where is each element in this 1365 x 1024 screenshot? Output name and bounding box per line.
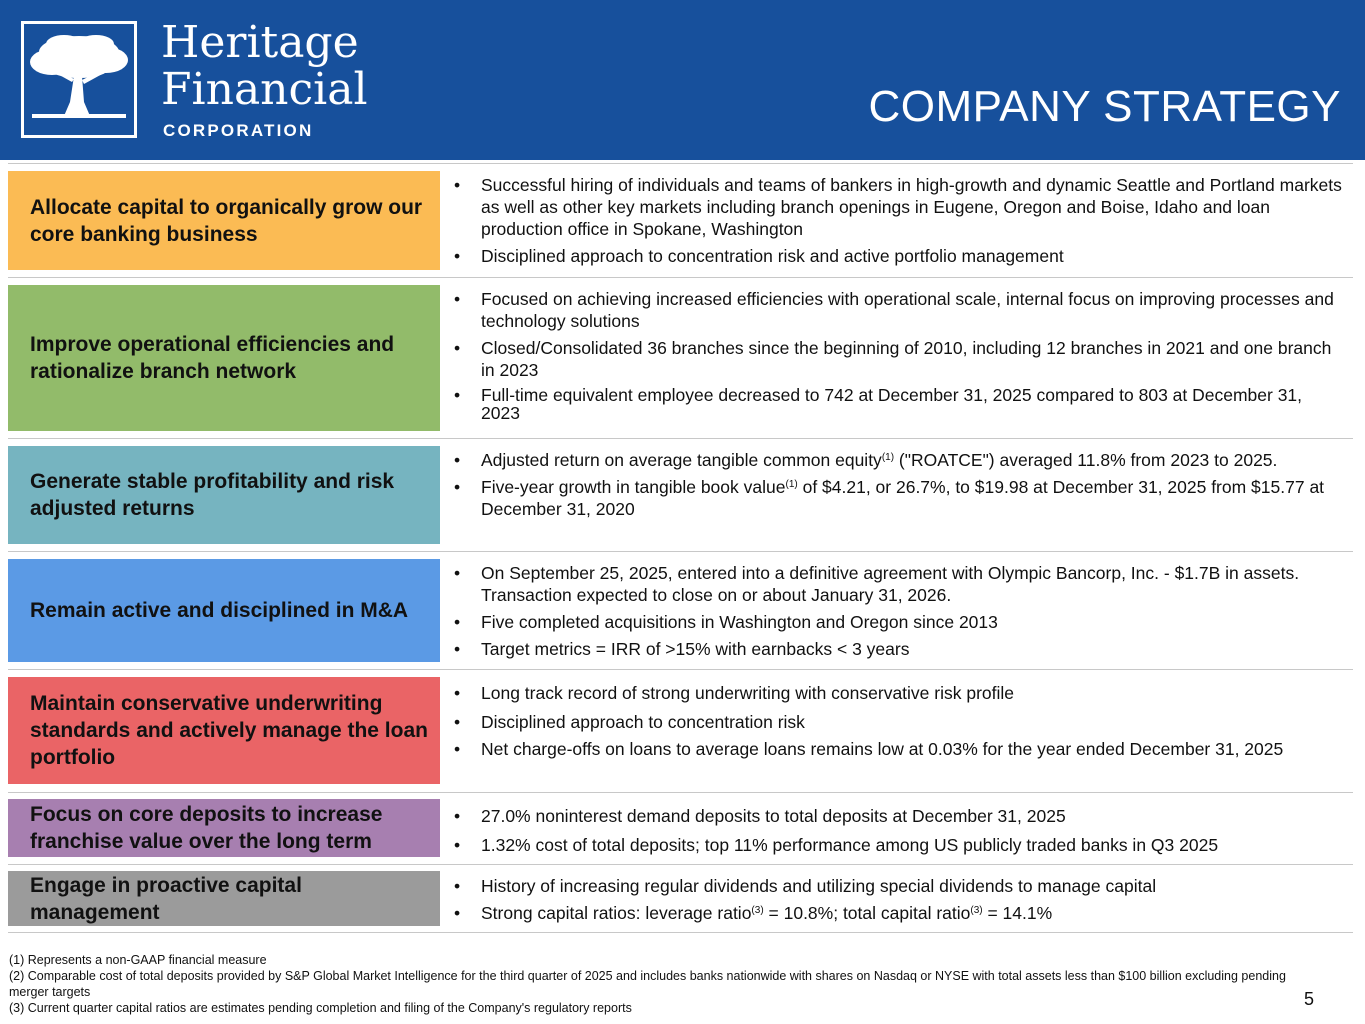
strategy-label-text: Focus on core deposits to increase franchise value over the long term	[30, 803, 383, 853]
row-divider	[8, 792, 1353, 793]
row-divider	[8, 277, 1353, 278]
logo-name-line1: Heritage	[161, 17, 359, 68]
strategy-label-text: Improve operational efficiencies and rationalize branch network	[30, 333, 395, 383]
strategy-label-profitability	[8, 446, 440, 544]
footnote-2: (2) Comparable cost of total deposits provided by S&P Global Market Intelligence for the third quarter of 2025 and includes banks nationwide with shares on Nasdaq or NYSE with total assets less than $100 billion excluding pending merger targets	[9, 969, 1286, 999]
bullet-text: Strong capital ratios: leverage ratio	[481, 903, 752, 923]
bullet-item	[454, 449, 1344, 471]
logo-corporation: CORPORATION	[163, 121, 314, 140]
tree-icon	[24, 24, 134, 135]
bullet-item: • Five completed acquisitions in Washington and Oregon since 2013	[454, 611, 1344, 633]
strategy-bullets	[454, 682, 1344, 765]
bullet-item: • Successful hiring of individuals and teams of bankers in high-growth and dynamic Seattle and Portland markets as well as other key markets including branch openings in Eugene, Oregon and Boise, Idaho and loan production office in Spokane, Washington	[454, 174, 1344, 240]
bullet-text: = 10.8%; total capital ratio	[763, 903, 971, 923]
row-divider	[8, 864, 1353, 865]
row-divider	[8, 438, 1353, 439]
row-divider	[8, 932, 1353, 933]
footnotes	[9, 952, 1299, 1016]
footnote-3: (3) Current quarter capital ratios are estimates pending completion and filing of the Company's regulatory reports	[9, 1001, 632, 1015]
strategy-bullets	[454, 875, 1344, 929]
strategy-label-capital-management	[8, 871, 440, 926]
page-number: 5	[1303, 989, 1314, 1009]
strategy-label-text: Generate stable profitability and risk adjusted returns	[30, 470, 395, 520]
strategy-label-efficiencies	[8, 285, 440, 431]
strategy-bullets	[454, 174, 1344, 272]
row-divider	[8, 669, 1353, 670]
row-divider	[8, 551, 1353, 552]
footnote-ref: (1)	[881, 452, 895, 463]
logo-tree-icon	[21, 21, 137, 138]
bullet-text: of $4.21, or 26.7%, to $19.98 at December 31, 2025 from $15.77 at December 31, 2020	[481, 477, 1325, 519]
row-divider	[8, 163, 1353, 164]
bullet-text: Five-year growth in tangible book value	[481, 477, 786, 497]
strategy-label-core-deposits	[8, 799, 440, 857]
bullet-item: • Long track record of strong underwriting with conservative risk profile	[454, 682, 1344, 704]
strategy-bullets	[454, 449, 1344, 525]
bullet-item: • Focused on achieving increased efficiencies with operational scale, internal focus on improving processes and technology solutions	[454, 288, 1344, 332]
header-banner	[0, 0, 1365, 160]
strategy-label-text: Engage in proactive capital management	[30, 873, 302, 924]
bullet-item: • Target metrics = IRR of >15% with earnbacks < 3 years	[454, 638, 1344, 660]
bullet-item: • Net charge-offs on loans to average loans remains low at 0.03% for the year ended December 31, 2025	[454, 738, 1344, 760]
bullet-item: • 1.32% cost of total deposits; top 11% performance among US publicly traded banks in Q3 2025	[454, 834, 1344, 856]
bullet-text: ("ROATCE") averaged 11.8% from 2023 to 2025.	[894, 450, 1278, 470]
bullet-item: • Full-time equivalent employee decreased to 742 at December 31, 2025 compared to 803 at December 31, 2023	[454, 386, 1344, 422]
bullet-text: Adjusted return on average tangible common equity	[481, 450, 882, 470]
strategy-bullets	[454, 805, 1344, 861]
bullet-item: • History of increasing regular dividends and utilizing special dividends to manage capital	[454, 875, 1344, 897]
strategy-label-text: Allocate capital to organically grow our core banking business	[30, 195, 423, 246]
footnote-ref: (3)	[970, 905, 983, 916]
bullet-item: • Disciplined approach to concentration risk	[454, 711, 1344, 733]
strategy-label-text: Maintain conservative underwriting standards and actively manage the loan portfolio	[30, 692, 428, 769]
logo-name-line2: Financial	[161, 64, 368, 115]
page-title: COMPANY STRATEGY	[868, 82, 1341, 131]
footnote-ref: (1)	[785, 479, 798, 490]
bullet-item	[454, 902, 1344, 924]
footnote-ref: (3)	[751, 905, 764, 916]
bullet-item: • On September 25, 2025, entered into a definitive agreement with Olympic Bancorp, Inc. - $1.7B in assets. Transaction expected to close on or about January 31, 2026.	[454, 562, 1344, 606]
strategy-label-capital-growth	[8, 171, 440, 270]
bullet-item	[454, 476, 1344, 520]
strategy-label-text: Remain active and disciplined in M&A	[30, 599, 409, 622]
strategy-label-m-and-a	[8, 559, 440, 662]
strategy-label-underwriting	[8, 677, 440, 784]
bullet-item: • Disciplined approach to concentration risk and active portfolio management	[454, 245, 1344, 267]
strategy-bullets	[454, 562, 1344, 665]
bullet-item: • 27.0% noninterest demand deposits to total deposits at December 31, 2025	[454, 805, 1344, 827]
footnote-1: (1) Represents a non-GAAP financial measure	[9, 953, 267, 967]
bullet-item: • Closed/Consolidated 36 branches since the beginning of 2010, including 12 branches in 2021 and one branch in 2023	[454, 337, 1344, 381]
strategy-bullets	[454, 288, 1344, 427]
bullet-text: = 14.1%	[982, 903, 1053, 923]
